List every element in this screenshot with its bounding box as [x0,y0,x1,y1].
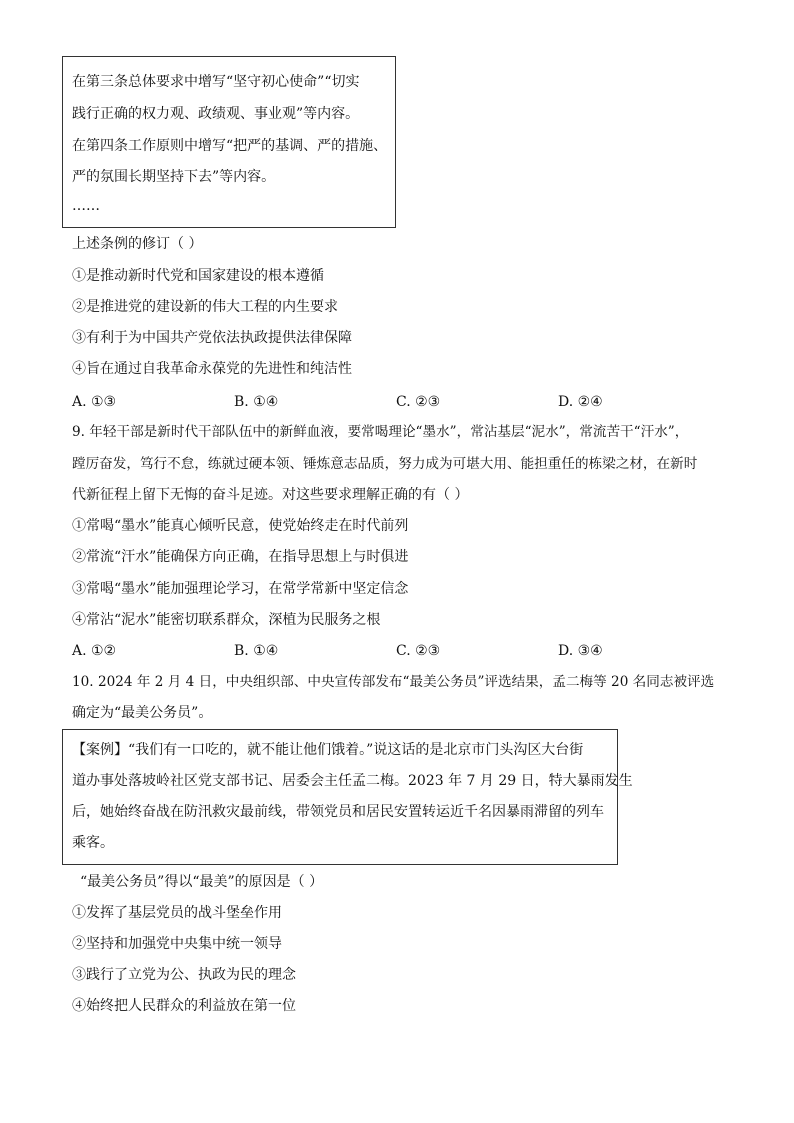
q9-line: 代新征程上留下无悔的奋斗足迹。对这些要求理解正确的有（ ） [72,487,469,503]
q10-statement: ③践行了立党为公、执政为民的理念 [72,967,296,983]
excerpt-line: 在第三条总体要求中增写“坚守初心使命”“切实 [72,74,360,90]
excerpt-line: …… [72,198,100,214]
q10-line: 确定为“最美公务员”。 [72,705,213,721]
q8-option-b: B. ①④ [234,394,279,410]
q8-statement: ④旨在通过自我革命永葆党的先进性和纯洁性 [72,361,352,377]
q8-statement: ②是推进党的建设新的伟大工程的内生要求 [72,299,338,315]
q9-statement: ③常喝“墨水”能加强理论学习，在常学常新中坚定信念 [72,581,409,597]
q8-stem: 上述条例的修订（ ） [72,236,203,252]
q9-statement: ①常喝“墨水”能真心倾听民意，使党始终走在时代前列 [72,518,409,534]
q9-line: 蹚厉奋发，笃行不怠，练就过硬本领、锤炼意志品质，努力成为可堪大用、能担重任的栋梁之材，在新时 [72,456,698,472]
q9-statement: ④常沾“泥水”能密切联系群众，深植为民服务之根 [72,612,381,628]
q9-line: 9. 年轻干部是新时代干部队伍中的新鲜血液，要常喝理论“墨水”，常沾基层“泥水”，常流苦干“汗水”， [72,424,689,440]
q9-option-d: D. ③④ [558,643,603,659]
excerpt-line: 践行正确的权力观、政绩观、事业观”等内容。 [72,106,360,122]
q8-option-d: D. ②④ [558,394,603,410]
q9-option-c: C. ②③ [396,643,441,659]
q8-statement: ①是推动新时代党和国家建设的根本遵循 [72,268,324,284]
excerpt-line: 严的氛围长期坚持下去”等内容。 [72,169,276,185]
q9-option-b: B. ①④ [234,643,279,659]
q9-statement: ②常流“汗水”能确保方向正确，在指导思想上与时俱进 [72,549,409,565]
q10-line: 10. 2024 年 2 月 4 日，中央组织部、中央宣传部发布“最美公务员”评选结果，孟二梅等 20 名同志被评选 [72,674,715,690]
q10-stem: “最美公务员”得以“最美”的原因是（ ） [80,874,324,890]
q10-statement: ④始终把人民群众的利益放在第一位 [72,998,296,1014]
case-line: 乘客。 [72,835,114,851]
q8-option-a: A. ①③ [72,394,117,410]
excerpt-line: 在第四条工作原则中增写“把严的基调、严的措施、 [72,138,388,154]
case-line: 道办事处落坡岭社区党支部书记、居委会主任孟二梅。2023 年 7 月 29 日，特大暴雨发生 [72,773,633,789]
case-line: 【案例】“我们有一口吃的，就不能让他们饿着。”说这话的是北京市门头沟区大台街 [72,742,584,758]
q10-statement: ②坚持和加强党中央集中统一领导 [72,936,282,952]
q8-option-c: C. ②③ [396,394,441,410]
q10-statement: ①发挥了基层党员的战斗堡垒作用 [72,905,282,921]
q9-option-a: A. ①② [72,643,117,659]
q8-statement: ③有利于为中国共产党依法执政提供法律保障 [72,330,352,346]
case-line: 后，她始终奋战在防汛救灾最前线，带领党员和居民安置转运近千名因暴雨滞留的列车 [72,804,604,820]
